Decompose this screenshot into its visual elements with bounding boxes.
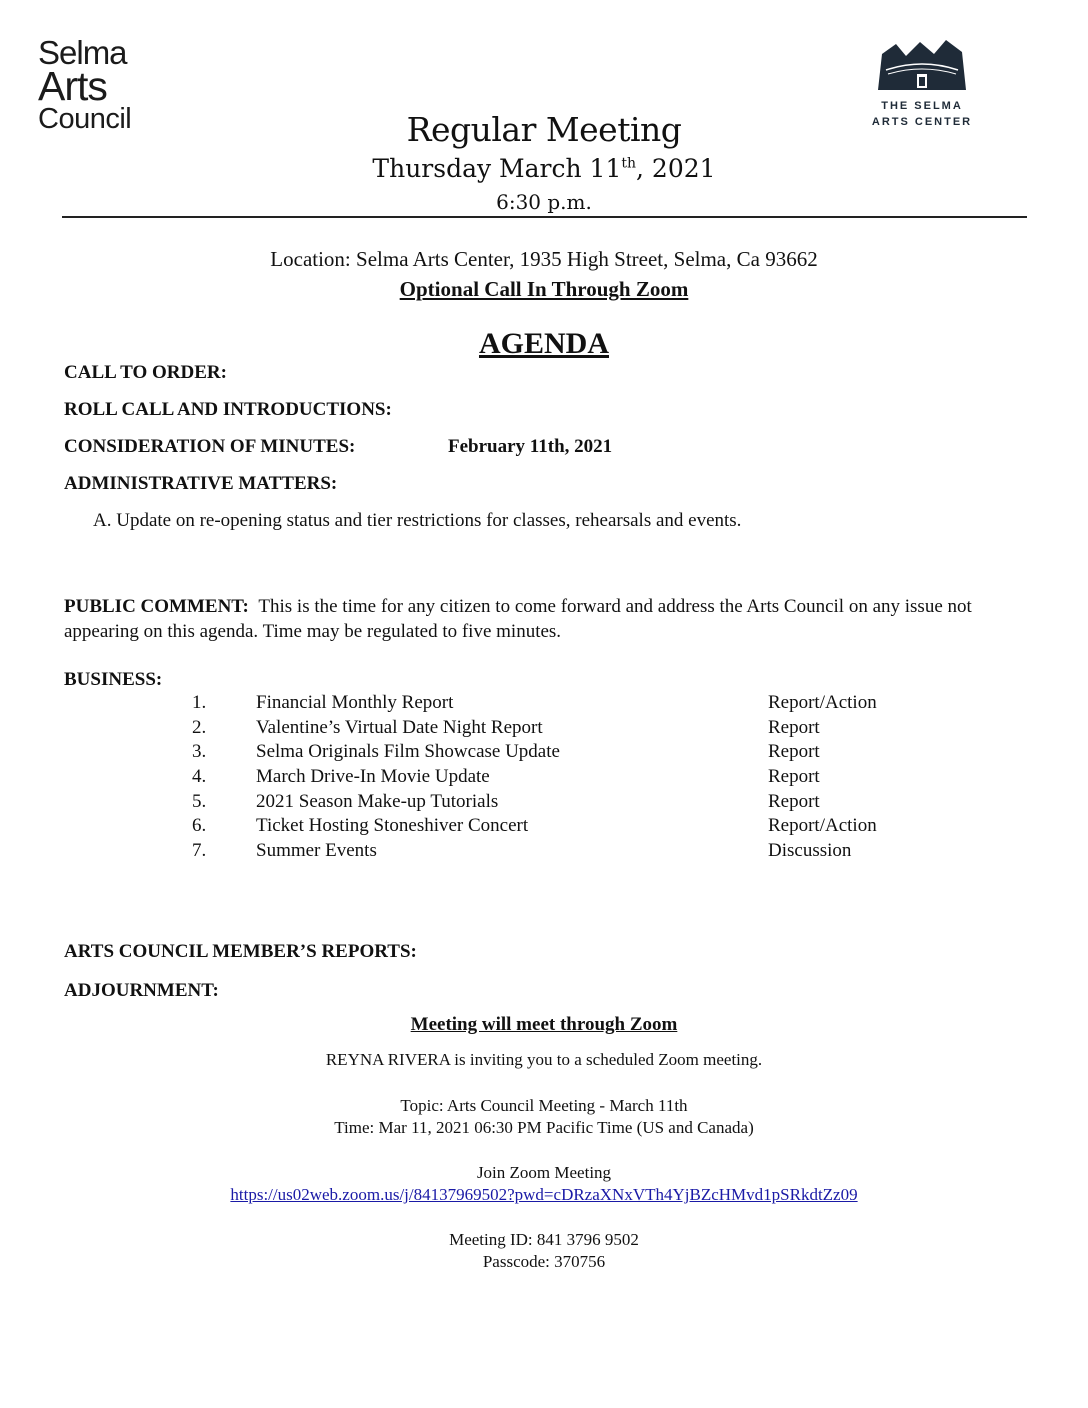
logo-line-selma: Selma — [38, 34, 127, 71]
arts-center-building-icon — [876, 40, 968, 92]
business-item — [0, 766, 1088, 791]
business-item-description: March Drive-In Movie Update — [256, 766, 490, 787]
business-item-description: 2021 Season Make-up Tutorials — [256, 791, 499, 812]
logo-line-arts: Arts — [38, 63, 107, 110]
minutes-heading: CONSIDERATION OF MINUTES: — [64, 436, 356, 457]
meeting-location: Location: Selma Arts Center, 1935 High Street, Selma, Ca 93662 — [270, 247, 818, 271]
business-item-status: Discussion — [768, 840, 852, 861]
business-item — [0, 791, 1088, 816]
optional-zoom-call: Optional Call In Through Zoom — [399, 277, 689, 301]
business-item-number: 5. — [192, 791, 207, 812]
business-item — [0, 741, 1088, 766]
business-item-status: Report — [768, 766, 820, 787]
public-comment — [64, 594, 1024, 644]
minutes-date: February 11th, 2021 — [448, 436, 613, 457]
call-to-order-heading: CALL TO ORDER: — [64, 362, 227, 383]
meeting-title: Regular Meeting — [406, 110, 682, 149]
zoom-time: Time: Mar 11, 2021 06:30 PM Pacific Time (US and Canada) — [334, 1118, 754, 1137]
zoom-meeting-id: Meeting ID: 841 3796 9502 — [449, 1230, 639, 1249]
logo-text-line2: ARTS CENTER — [871, 116, 973, 129]
member-reports-heading: ARTS COUNCIL MEMBER’S REPORTS: — [64, 941, 417, 962]
business-item-status: Report/Action — [768, 815, 877, 836]
business-item-status: Report — [768, 741, 820, 762]
business-item-description: Financial Monthly Report — [256, 692, 454, 713]
meeting-date — [0, 154, 1088, 183]
zoom-join-label: Join Zoom Meeting — [476, 1163, 612, 1182]
adjournment-heading: ADJOURNMENT: — [64, 980, 219, 1001]
meeting-date-main: Thursday March 11 — [372, 154, 622, 183]
business-item — [0, 815, 1088, 840]
business-item — [0, 717, 1088, 742]
business-item — [0, 692, 1088, 717]
business-item-description: Summer Events — [256, 840, 377, 861]
business-heading: BUSINESS: — [64, 669, 163, 690]
administrative-heading: ADMINISTRATIVE MATTERS: — [64, 473, 338, 494]
business-item-status: Report — [768, 791, 820, 812]
business-item-status: Report — [768, 717, 820, 738]
business-item-description: Selma Originals Film Showcase Update — [256, 741, 560, 762]
meeting-time: 6:30 p.m. — [496, 190, 592, 214]
business-item-number: 3. — [192, 741, 207, 762]
zoom-topic: Topic: Arts Council Meeting - March 11th — [400, 1096, 688, 1115]
business-item-status: Report/Action — [768, 692, 877, 713]
zoom-join-link-row — [0, 1185, 1088, 1205]
logo-text-line1: THE SELMA — [881, 100, 963, 112]
zoom-passcode: Passcode: 370756 — [482, 1252, 606, 1271]
business-item-number: 1. — [192, 692, 207, 713]
administrative-item-a: A. Update on re-opening status and tier restrictions for classes, rehearsals and events. — [93, 510, 742, 531]
business-item — [0, 840, 1088, 865]
business-item-number: 2. — [192, 717, 207, 738]
business-item-number: 7. — [192, 840, 207, 861]
zoom-meeting-heading: Meeting will meet through Zoom — [410, 1014, 678, 1035]
zoom-join-link[interactable]: https://us02web.zoom.us/j/84137969502?pwd=cDRzaXNxVTh4YjBZcHMvd1pSRkdtZz09 — [230, 1185, 858, 1204]
roll-call-heading: ROLL CALL AND INTRODUCTIONS: — [64, 399, 392, 420]
business-item-number: 6. — [192, 815, 207, 836]
business-item-number: 4. — [192, 766, 207, 787]
meeting-date-suffix: th — [621, 155, 637, 172]
meeting-date-year: , 2021 — [636, 154, 716, 183]
zoom-invite-text: REYNA RIVERA is inviting you to a scheduled Zoom meeting. — [325, 1050, 763, 1069]
logo-line-council: Council — [38, 103, 132, 136]
public-comment-label: PUBLIC COMMENT: — [64, 596, 249, 617]
agenda-title: AGENDA — [478, 327, 609, 360]
business-item-description: Valentine’s Virtual Date Night Report — [256, 717, 543, 738]
business-item-description: Ticket Hosting Stoneshiver Concert — [256, 815, 529, 836]
public-comment-text: This is the time for any citizen to come forward and address the Arts Council on any issue not appearing on this agenda. Time may be regulated to five minutes. — [64, 596, 972, 642]
header-divider — [62, 216, 1027, 218]
